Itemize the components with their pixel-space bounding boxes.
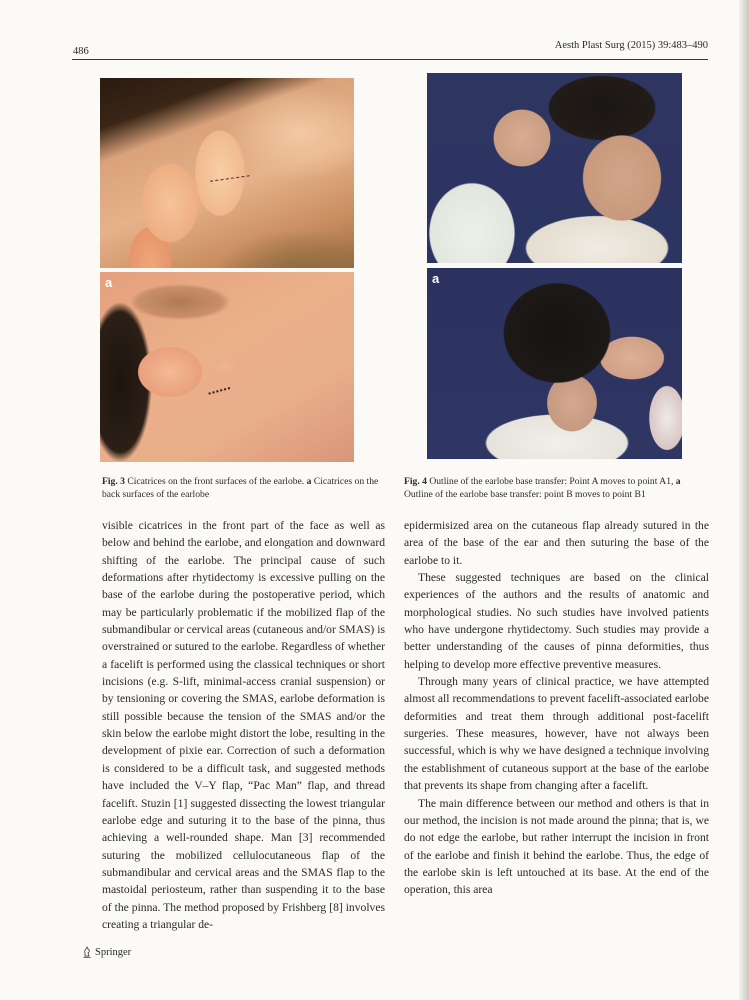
paragraph: Through many years of clinical practice, we have attempted almost all recommendations to prevent facelift-associated earlobe deformities and treat them through additional post-facelift surgeries. These measures, however, have not always been successful, which is why we have designed a technique involving the establishment of cutaneous support at the base of the earlobe that prevents its shape from changing after a facelift.: [404, 675, 709, 793]
suture-marking: [206, 377, 230, 394]
fig3a-photo-back-earlobe: [100, 272, 354, 462]
paragraph: These suggested techniques are based on the clinical experiences of the authors and the results of anatomic and morphological studies. No such studies have involved patients who have undergone rhytidectomy. Such studies may provide a better understanding of the causes of pinna deformities, thus helping to develop more effective preventive measures.: [404, 571, 709, 671]
caption-text: Outline of the earlobe base transfer: Point A moves to point A1,: [426, 476, 676, 487]
fig3-photo-front-earlobe: [100, 78, 354, 268]
fig3-caption: [102, 476, 384, 501]
journal-reference: Aesth Plast Surg (2015) 39:483–490: [554, 40, 708, 51]
paragraph: The main difference between our method and others is that in our method, the incision is not made around the pinna; that is, we do not edge the earlobe, but rather interrupt the incision in front of the earlobe and finish it behind the earlobe. Thus, the edge of the earlobe skin is left untouched at its base. At the end of the operation, this area: [404, 796, 709, 897]
header-rule: [72, 59, 708, 60]
fig4-photo-profile: [427, 73, 682, 263]
body-column-right: [404, 517, 709, 899]
caption-prefix: Fig. 4: [404, 476, 427, 487]
caption-text: Cicatrices on the back surfaces of the earlobe: [102, 476, 379, 500]
fig4-caption: [404, 476, 709, 501]
page-number: 486: [73, 46, 89, 57]
body-column-left: [102, 517, 385, 933]
publisher-footer: [82, 946, 131, 958]
paragraph: visible cicatrices in the front part of the face as well as below and behind the earlobe, and elongation and downward shifting of the earlobe. The principal cause of such deformations after rhytidectomy is excessive pulling on the base of the earlobe during the postoperative period, which may be particularly problematic if the mobilized flap of the submandibular or cervical areas (cutaneous and/or SMAS) is overstrained or sutured to the earlobe. Regardless of whether a facelift is performed using the classical techniques or short incisions (e.g. S-lift, minimal-access cranial suspension) or by tensioning or covering the SMAS, earlobe deformation is still possible because the tension of the SMAS and/or the skin below the earlobe might distort the lobe, resulting in the development of pixie ear. Correction of such a deformation is considered to be a difficult task, and suggested methods have included the V–Y flap, “Pac Man” flap, and thread facelift. Stuzin [1] suggested dissecting the lowest triangular earlobe edge and suturing it to the base of the pinna, thus achieving a well-rounded shape. Man [3] recommended suturing the mobilized cellulocutaneous flap of the submandibular and cervical areas and the SMAS flap to the mastoidal periosteum, rather than suspending it to the base of the pinna. The method proposed by Frishberg [8] involves creating a triangular de-: [102, 519, 385, 931]
panel-label: a: [432, 271, 440, 286]
caption-text: Outline of the earlobe base transfer: point B moves to point B1: [404, 488, 646, 500]
paragraph: epidermisized area on the cutaneous flap already sutured in the area of the base of the ear and then suturing the base of the earlobe to it.: [404, 519, 709, 567]
scar-marking: [210, 175, 250, 184]
caption-panel-ref: a: [306, 476, 312, 487]
springer-knight-icon: [82, 946, 92, 958]
caption-panel-ref: a: [675, 476, 681, 487]
page-edge-shadow: [739, 0, 749, 1000]
caption-text: Cicatrices on the front surfaces of the earlobe.: [124, 476, 307, 487]
panel-label: a: [105, 275, 113, 290]
publisher-name: Springer: [95, 946, 132, 958]
fig4a-photo-back-of-head: [427, 268, 682, 459]
caption-prefix: Fig. 3: [102, 476, 125, 487]
